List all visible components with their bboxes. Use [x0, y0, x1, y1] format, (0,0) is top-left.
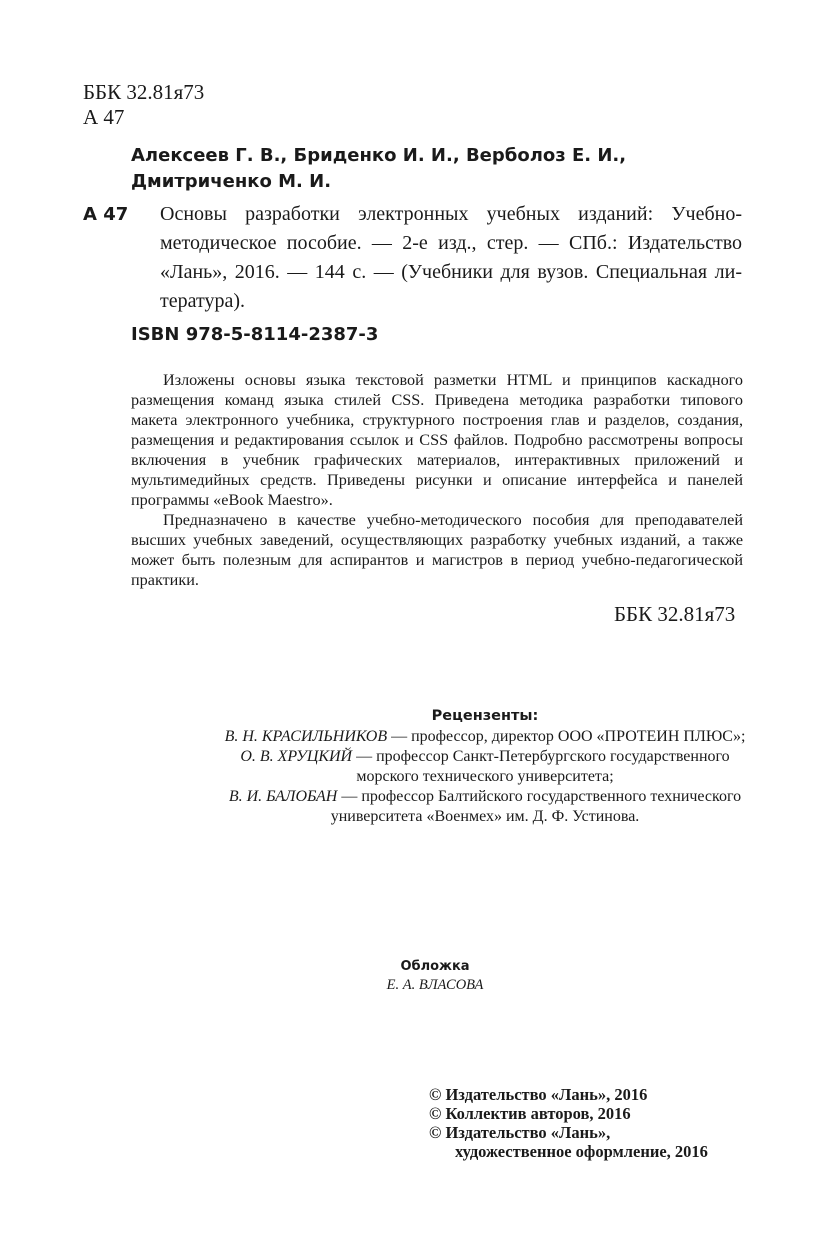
- cover-credit: [0, 958, 827, 994]
- reviewer-1-desc: — профессор, директор ООО «ПРОТЕИН ПЛЮС»;: [387, 728, 746, 745]
- reviewer-2-name: О. В. ХРУЦКИЙ: [240, 748, 353, 765]
- author-mark: А 47: [83, 105, 125, 129]
- annotation-p1-line: Изложены основы языка текстовой разметки HTML и принципов каскадного: [163, 371, 743, 389]
- reviewer-3-name: В. И. БАЛОБАН: [228, 788, 338, 805]
- authors: [131, 143, 741, 195]
- bib-line-4: тература).: [160, 290, 245, 312]
- annotation-p1-line: включения в учебник графических материалов, интерактивных приложений и: [131, 451, 743, 469]
- annotation-p2-line: может быть полезным для аспирантов и магистров в период учебно-педагогической: [131, 551, 743, 569]
- reviewers: [90, 705, 827, 827]
- copyright-line-3: © Издательство «Лань»,: [429, 1123, 611, 1142]
- catalog-mark: А 47: [83, 204, 129, 225]
- reviewer-2-desc: — профессор Санкт-Петербургского государственного: [352, 748, 730, 765]
- bbk-header: [83, 80, 204, 130]
- annotation-p1-line: размещения команд языка стилей CSS. Приведена методика разработки типового: [131, 391, 743, 409]
- annotation-p2-line: Предназначено в качестве учебно-методического пособия для преподавателей: [163, 511, 743, 529]
- bibliographic-description: [160, 200, 742, 316]
- reviewer-1-name: В. Н. КРАСИЛЬНИКОВ: [224, 728, 388, 745]
- cover-designer: Е. А. ВЛАСОВА: [386, 977, 484, 993]
- copyright-line-4: художественное оформление, 2016: [455, 1142, 708, 1161]
- reviewers-title: Рецензенты:: [431, 708, 539, 724]
- copyright: [429, 1085, 708, 1161]
- cover-title: Обложка: [400, 959, 470, 974]
- authors-line-2: Дмитриченко М. И.: [131, 171, 332, 192]
- annotation: [131, 370, 743, 590]
- reviewer-3: [90, 787, 827, 807]
- isbn: ISBN 978-5-8114-2387-3: [131, 324, 379, 345]
- reviewer-2-cont: морского технического университета;: [356, 768, 614, 785]
- annotation-p2-line: практики.: [131, 571, 199, 589]
- bib-line-1: Основы разработки электронных учебных изданий: Учебно-: [160, 203, 742, 225]
- bbk-footer-index: ББК 32.81я73: [614, 602, 736, 626]
- reviewer-3-cont: университета «Военмех» им. Д. Ф. Устинова.: [330, 808, 640, 825]
- bbk-index: ББК 32.81я73: [83, 80, 205, 104]
- annotation-p1-line: программы «eBook Maestro».: [131, 491, 333, 509]
- bib-line-2: методическое пособие. — 2-е изд., стер. — СПб.: Издательство: [160, 232, 742, 254]
- reviewer-1: [90, 727, 827, 747]
- copyright-line-1: © Издательство «Лань», 2016: [429, 1085, 648, 1104]
- annotation-p1-line: мультимедийных средств. Приведены рисунки и описание интерфейса и панелей: [131, 471, 743, 489]
- annotation-p1-line: макета электронного учебника, структурного построения глав и разделов, создания,: [131, 411, 743, 429]
- reviewer-3-desc: — профессор Балтийского государственного технического: [337, 788, 742, 805]
- annotation-p2-line: высших учебных заведений, осуществляющих разработку учебных изданий, а также: [131, 531, 743, 549]
- annotation-p1-line: размещения и редактирования ссылок и CSS файлов. Подробно рассмотрены вопросы: [131, 431, 743, 449]
- copyright-line-2: © Коллектив авторов, 2016: [429, 1104, 631, 1123]
- authors-line-1: Алексеев Г. В., Бриденко И. И., Верболоз Е. И.,: [131, 145, 627, 166]
- bib-line-3: «Лань», 2016. — 144 с. — (Учебники для вузов. Специальная ли-: [160, 261, 742, 283]
- reviewer-2: [90, 747, 827, 767]
